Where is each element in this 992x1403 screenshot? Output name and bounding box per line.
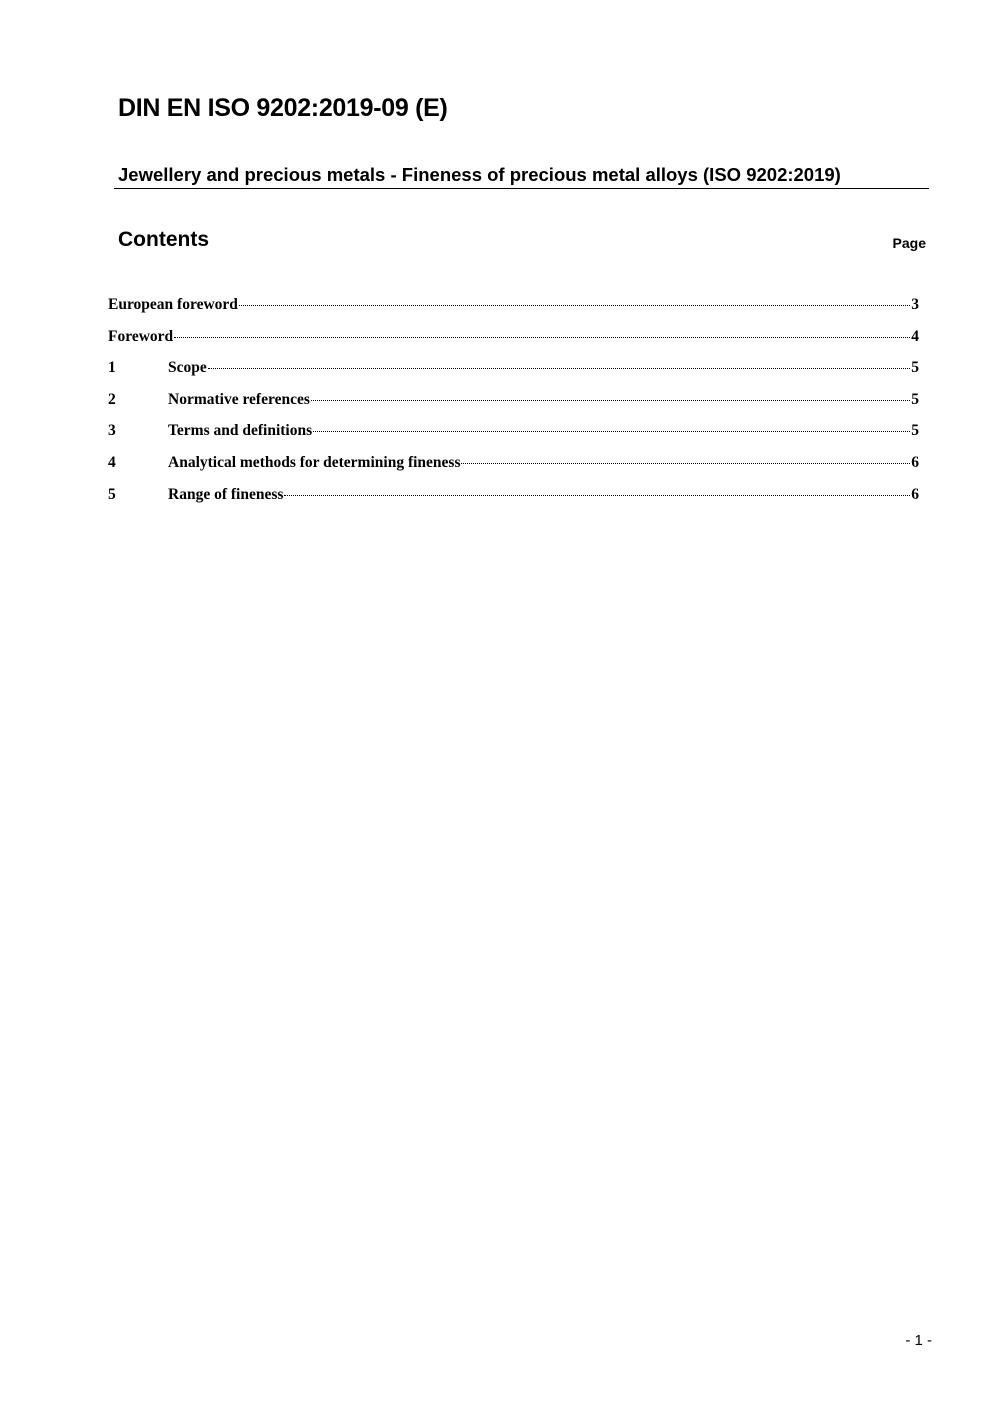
document-id: DIN EN ISO 9202:2019-09 (E) [118, 94, 448, 122]
toc-entry-page: 5 [911, 422, 919, 440]
toc-dot-leader [174, 337, 910, 338]
toc-entry-scope[interactable] [108, 357, 919, 389]
document-title: Jewellery and precious metals - Fineness of precious metal alloys (ISO 9202:2019) [114, 164, 929, 189]
toc-entry-label: Terms and definitions [168, 422, 313, 440]
toc-dot-leader [239, 305, 910, 306]
toc-entry-page: 5 [911, 359, 919, 377]
toc-entry-analytical-methods[interactable] [108, 452, 919, 484]
toc-entry-number: 1 [108, 359, 116, 377]
toc-entry-label: European foreword [108, 296, 238, 313]
toc-entry-terms-and-definitions[interactable] [108, 420, 919, 452]
toc-entry-page: 3 [911, 296, 919, 313]
toc-entry-number: 5 [108, 485, 116, 503]
page-column-label: Page [892, 235, 926, 251]
toc-entry-european-foreword[interactable] [108, 294, 919, 326]
toc-dot-leader [284, 495, 910, 496]
toc-entry-page: 4 [911, 327, 919, 345]
toc-entry-label: Analytical methods for determining fineness [168, 453, 461, 471]
toc-dot-leader [313, 431, 910, 432]
toc-entry-label: Range of fineness [168, 485, 284, 503]
toc-entry-page: 6 [911, 485, 919, 503]
toc-entry-normative-references[interactable] [108, 389, 919, 421]
contents-heading: Contents [118, 228, 209, 251]
toc-entry-label: Foreword [108, 327, 174, 345]
toc-dot-leader [311, 400, 910, 401]
toc-entry-label: Scope [168, 359, 207, 377]
table-of-contents [108, 294, 919, 515]
toc-entry-foreword[interactable] [108, 326, 919, 358]
toc-entry-label: Normative references [168, 390, 310, 408]
toc-entry-page: 6 [911, 453, 919, 471]
page-number: - 1 - [905, 1332, 932, 1349]
toc-entry-number: 2 [108, 390, 116, 408]
toc-entry-number: 3 [108, 422, 116, 440]
toc-entry-range-of-fineness[interactable] [108, 484, 919, 516]
toc-dot-leader [461, 463, 910, 464]
toc-entry-number: 4 [108, 453, 116, 471]
toc-dot-leader [208, 368, 911, 369]
toc-entry-page: 5 [911, 390, 919, 408]
